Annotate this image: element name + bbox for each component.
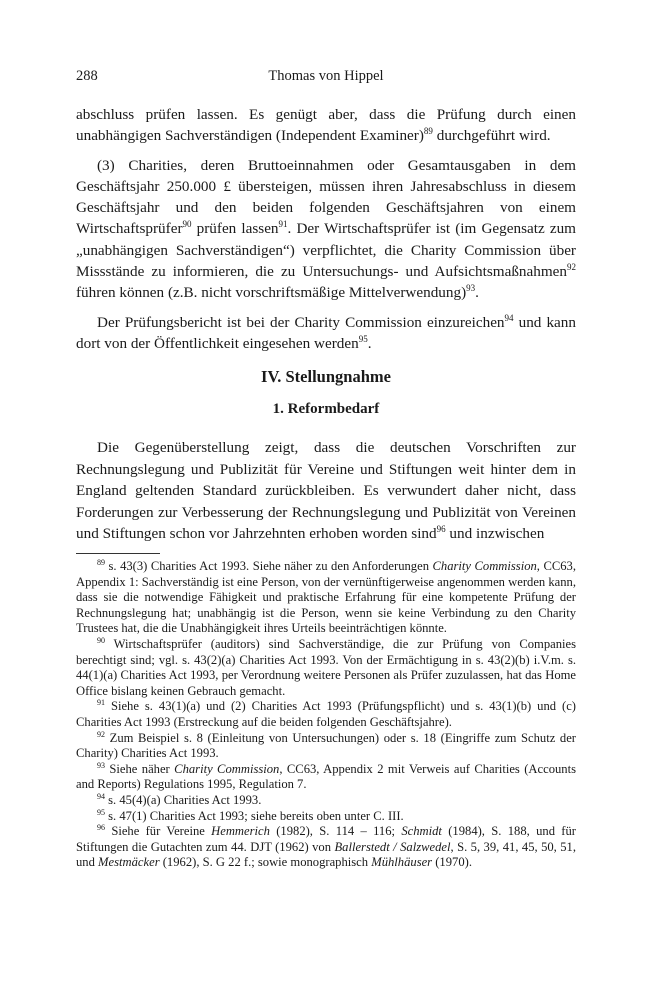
footnotes (76, 559, 576, 871)
running-head (76, 68, 576, 88)
footnote-ref[interactable]: 94 (504, 312, 514, 323)
footnote-ref[interactable]: 96 (436, 524, 446, 535)
footnote-92: $^{92}$ Zum Beispiel s. 8 (Einleitung von Untersuchungen) oder s. 18 (Eingriffe zum Schutz der Charity) Charities Act 1993. (76, 729, 576, 761)
footnote-93: $^{93}$ Siehe näher Charity Commission, CC63, Appendix 2 mit Verweis auf Charities (Accounts and Reports) Regulations 1995, Regulation 7. (76, 760, 576, 792)
footnote-ref[interactable]: 92 (567, 262, 576, 273)
subsection-heading: 1. Reformbedarf (272, 401, 380, 417)
paragraph-continuation: abschluss prüfen lassen. Es genügt aber, dass die Prüfung durch einen unabhängigen Sachverständigen (Independent Examiner)$^{89}$ durchgeführt wird. (76, 106, 576, 145)
footnote-ref[interactable]: 90 (182, 219, 192, 230)
footnote-94: $^{94}$ s. 45(4)(a) Charities Act 1993. (97, 791, 262, 807)
running-title: Thomas von Hippel (268, 68, 384, 84)
footnote-91: $^{91}$ Siehe s. 43(1)(a) und (2) Charities Act 1993 (Prüfungspflicht) und s. 43(1)(b) und (c) Charities Act 1993 (Erstreckung auf die beiden folgenden Geschäftsjahre). (76, 698, 576, 729)
section-heading: IV. Stellungnahme (261, 367, 391, 386)
body-text-upper (76, 104, 576, 354)
footnote-89: $^{89}$ s. 43(3) Charities Act 1993. Siehe näher zu den Anforderungen Charity Commission, CC63, Appendix 1: Sachverständig ist eine Person, von der vernünftigerweise angenommen werden kann, dass sie die notwendige Fähigkeit und praktische Erfahrung für eine kompetente Prüfung der Rechnungslegung hat; unabhängig ist die Person, wenn sie keine Verbindung zu den Charity Trustees hat, die die Unabhängigkeit ihres Urteils beeinträchtigen könnte. (76, 557, 576, 636)
footnote-ref[interactable]: 89 (423, 126, 433, 137)
footnote-90: $^{90}$ Wirtschaftsprüfer (auditors) sind Sachverständige, die zur Prüfung von Companies berechtigt sind; vgl. s. 43(2)(a) Charities Act 1993. Von der Ermächtigung in s. 43(2)(b) i.V.m. s. 44(1)(a) Charities Act 1993, per Verordnung weitere Personen als Prüfer zuzulassen, hat das Home Office bislang keinen Gebrauch gemacht. (76, 635, 576, 698)
paragraph-audit-report: Der Prüfungsbericht ist bei der Charity Commission einzureichen$^{94}$ und kann dort von der Öffentlichkeit eingesehen werden$^{95}$. (76, 312, 576, 352)
footnote-ref[interactable]: 95 (358, 333, 368, 344)
footnote-ref[interactable]: 93 (466, 283, 476, 294)
footnote-divider (76, 553, 160, 554)
body-text-lower (76, 437, 576, 545)
paragraph-reform-need: Die Gegenüberstellung zeigt, dass die deutschen Vorschriften zur Rechnungslegung und Publizität für Vereine und Stiftungen weit hinter dem in England geltenden Standard zurückbleiben. Es verwundert daher nicht, dass Forderungen zur Verbesserung der Rechnungslegung und Publizität von Vereinen und Stiftungen schon vor Jahrzehnten erhoben worden sind$^{96}$ und inzwischen (76, 439, 576, 543)
footnote-ref[interactable]: 91 (278, 219, 288, 230)
footnote-96: $^{96}$ Siehe für Vereine Hemmerich (1982), S. 114 – 116; Schmidt (1984), S. 188, und für Stiftungen die Gutachten zum 44. DJT (1962) von Ballerstedt / Salzwedel, S. 5, 39, 41, 45, 50, 51, und Mestmäcker (1962), S. G 22 f.; sowie monographisch Mühlhäuser (1970). (76, 822, 577, 870)
paragraph-audit-requirement: (3) Charities, deren Bruttoeinnahmen oder Gesamtausgaben in dem Geschäftsjahr 250.000 £ übersteigen, müssen ihren Jahresabschluss in diesem Geschäftsjahr und den beiden folgenden Geschäftsjahren von einem Wirtschaftsprüfer$^{90}$ prüfen lassen$^{91}$. Der Wirtschaftsprüfer ist (im Gegensatz zum „unabhängigen Sachverständigen“) verpflichtet, die Charity Commission über Missstände zu informieren, die zu Untersuchungs- und Aufsichtsmaßnahmen$^{92}$ führen können (z.B. nicht vorschriftsmäßige Mittelverwendung)$^{93}$. (76, 156, 576, 302)
footnote-95: $^{95}$ s. 47(1) Charities Act 1993; siehe bereits oben unter C. III. (97, 807, 404, 823)
page-number: 288 (76, 68, 98, 84)
